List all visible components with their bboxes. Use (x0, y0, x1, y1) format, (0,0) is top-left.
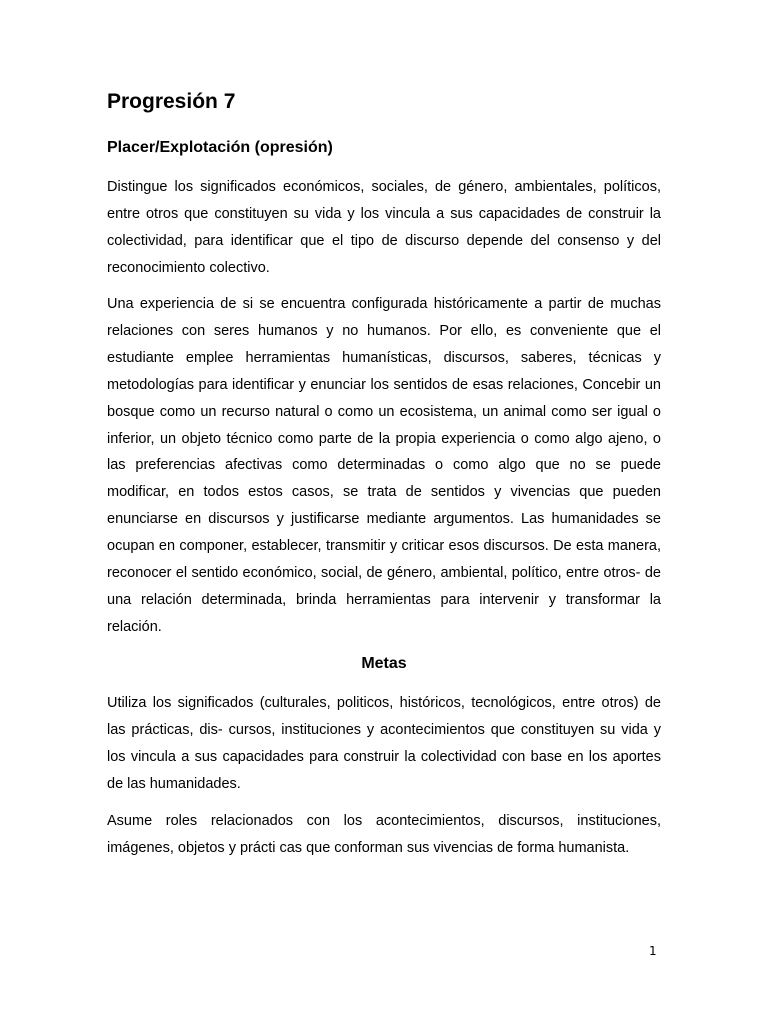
section-heading-metas: Metas (361, 655, 407, 672)
page-title: Progresión 7 (107, 90, 236, 113)
goal-paragraph: Utiliza los significados (culturales, politicos, históricos, tecnológicos, entre otros) de las prácticas, dis- cursos, instituciones y acontecimientos que constituyen su vida y los vincula a sus capacidades para construir la colectividad con base en los aportes de las humanidades. (107, 695, 661, 792)
body-paragraph: Distingue los significados económicos, sociales, de género, ambientales, políticos, entre otros que constituyen su vida y los vincula a sus capacidades de construir la colectividad, para identificar que el tipo de discurso depende del consenso y del reconocimiento colectivo. (107, 179, 661, 276)
page-number: 1 (649, 944, 657, 958)
goal-paragraph: Asume roles relacionados con los acontecimientos, discursos, instituciones, imágenes, objetos y prácti cas que conforman sus vivencias de forma humanista. (107, 813, 661, 856)
body-paragraph: Una experiencia de si se encuentra configurada históricamente a partir de muchas relaciones con seres humanos y no humanos. Por ello, es conveniente que el estudiante emplee herramientas humanísticas, discursos, saberes, técnicas y metodologías para identificar y enunciar los sentidos de esas relaciones, Concebir un bosque como un recurso natural o como un ecosistema, un animal como ser igual o inferior, un objeto técnico como parte de la propia experiencia o como algo ajeno, o las preferencias afectivas como determinadas o como algo que no se puede modificar, en todos estos casos, se trata de sentidos y vivencias que pueden enunciarse en discursos y justificarse mediante argumentos. Las humanidades se ocupan en componer, establecer, transmitir y criticar esos discursos. De esta manera, reconocer el sentido económico, social, de género, ambiental, político, entre otros- de una relación determinada, brinda herramientas para intervenir y transformar la relación. (107, 296, 661, 635)
page-subtitle: Placer/Explotación (opresión) (107, 139, 333, 156)
